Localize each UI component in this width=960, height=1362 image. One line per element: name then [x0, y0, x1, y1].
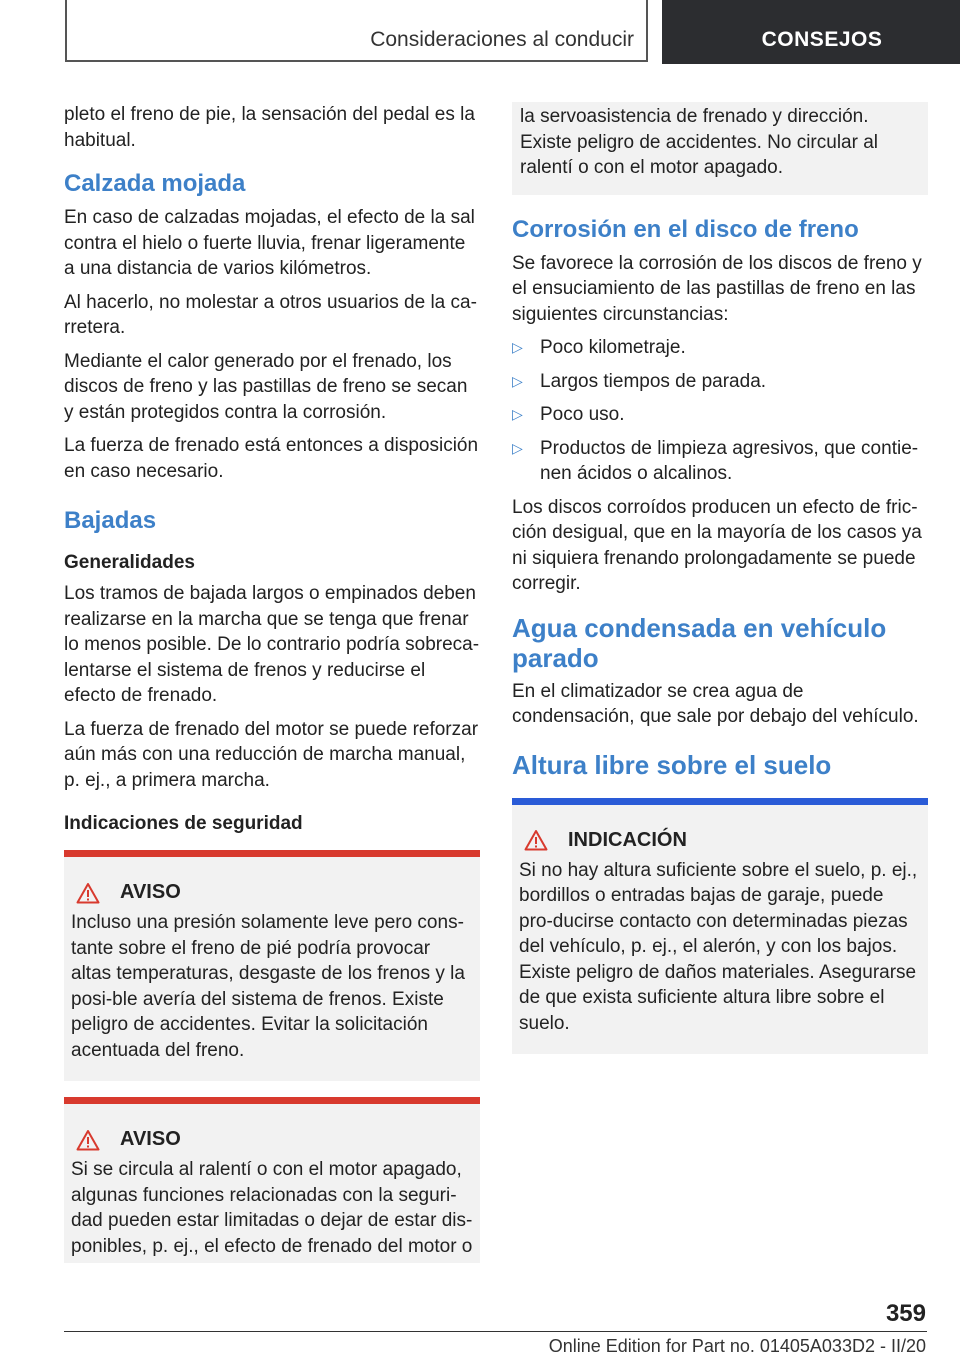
subheading-generalidades: Generalidades	[64, 552, 195, 573]
notice-title-row	[524, 829, 921, 852]
list-item: ▷ Poco uso.	[512, 402, 928, 428]
notice-label: INDICACIÓN	[568, 828, 687, 851]
page-number: 359	[885, 1300, 926, 1327]
warning-box	[64, 850, 480, 1081]
heading-agua-condensada: Agua condensada en vehículo parado	[512, 612, 887, 673]
warning-triangle-icon	[524, 829, 548, 851]
section-tab	[65, 0, 648, 62]
paragraph: Se favorece la corrosión de los discos de freno y el ensuciamiento de las pastillas de freno en las siguientes circunstancias:	[512, 252, 922, 325]
warning-triangle-icon	[76, 1129, 100, 1151]
notice-text: Si no hay altura suficiente sobre el suelo, p. ej., bordillos o entradas bajas de garaje, puede pro-ducirse contacto con determinadas piezas del vehículo, p. ej., el alerón, y con los bajos. Existe peligro de daños materiales. Asegurarse de que exista suficiente altura libre sobre el suelo.	[519, 859, 918, 1034]
paragraph: Los discos corroídos producen un efecto de fric-ción desigual, que en la mayoría de los casos ya ni siquiera frenando prolongadamente se puede corregir.	[512, 496, 922, 594]
warning-box	[64, 1097, 480, 1263]
paragraph: En caso de calzadas mojadas, el efecto de la sal contra el hielo o fuerte lluvia, frenar ligeramente a una distancia de varios kilómetros.	[64, 207, 475, 279]
warning-box-continued	[512, 102, 928, 195]
section-title: Consideraciones al conducir	[370, 28, 634, 51]
heading-corrosion: Corrosión en el disco de freno	[512, 215, 859, 243]
left-column	[64, 102, 480, 1279]
paragraph: Al hacerlo, no molestar a otros usuarios de la ca-rretera.	[64, 291, 477, 338]
triangle-right-icon: ▷	[512, 406, 523, 422]
warning-text: Incluso una presión solamente leve pero cons-tante sobre el freno de pié podría provocar altas temperaturas, desgaste de los frenos y la posi-ble avería del sistema de frenos. Existe peligro de accidentes. Evitar la solicitación acentuada del freno.	[71, 912, 465, 1061]
paragraph: Mediante el calor generado por el frenado, los discos de freno y las pastillas de freno se secan y están protegidos contra la corrosión.	[64, 350, 468, 423]
warning-label: AVISO	[120, 1128, 181, 1150]
subheading-seguridad: Indicaciones de seguridad	[64, 813, 303, 834]
triangle-right-icon: ▷	[512, 372, 523, 389]
warning-title-row	[76, 1128, 473, 1151]
list-item: ▷ Productos de limpieza agresivos, que contie-nen ácidos o alcalinos.	[512, 436, 928, 487]
notice-box	[512, 798, 928, 1055]
heading-altura-libre: Altura libre sobre el suelo	[512, 749, 832, 780]
warning-label: AVISO	[120, 881, 181, 903]
warning-title-row	[76, 881, 473, 904]
warning-text: la servoasistencia de frenado y dirección. Existe peligro de accidentes. No circular al ralentí o con el motor apagado.	[520, 106, 879, 178]
triangle-right-icon: ▷	[512, 339, 523, 355]
heading-bajadas: Bajadas	[64, 507, 157, 534]
paragraph: La fuerza de frenado está entonces a disposición en caso necesario.	[64, 435, 479, 482]
footer-divider	[64, 1331, 927, 1332]
paragraph: La fuerza de frenado del motor se puede reforzar aún más con una reducción de marcha manual, p. ej., a primera marcha.	[64, 718, 479, 791]
chapter-tab	[662, 0, 960, 64]
right-column	[512, 102, 928, 1070]
paragraph: Los tramos de bajada largos o empinados deben realizarse en la marcha que se tenga que frenar lo menos posible. De lo contrario podría sobreca-lentarse el sistema de frenos y reducirse el efecto de frenado.	[64, 583, 480, 706]
footer-edition: Online Edition for Part no. 01405A033D2 - II/20	[548, 1336, 926, 1356]
page-header	[65, 0, 960, 64]
heading-calzada-mojada: Calzada mojada	[64, 170, 246, 197]
warning-text: Si se circula al ralentí o con el motor apagado, algunas funciones relacionadas con la seguri-dad pueden estar limitadas o dejar de estar dis-ponibles, p. ej., el efecto de frenado del motor o	[71, 1159, 473, 1257]
warning-triangle-icon	[76, 882, 100, 904]
triangle-right-icon: ▷	[512, 439, 523, 456]
list-item: ▷ Poco kilometraje.	[512, 335, 928, 361]
paragraph: pleto el freno de pie, la sensación del pedal es la habitual.	[64, 104, 475, 151]
chapter-title: CONSEJOS	[761, 28, 883, 51]
paragraph: En el climatizador se crea agua de condensación, que sale por debajo del vehículo.	[512, 680, 919, 727]
list-item: ▷ Largos tiempos de parada.	[512, 369, 928, 395]
